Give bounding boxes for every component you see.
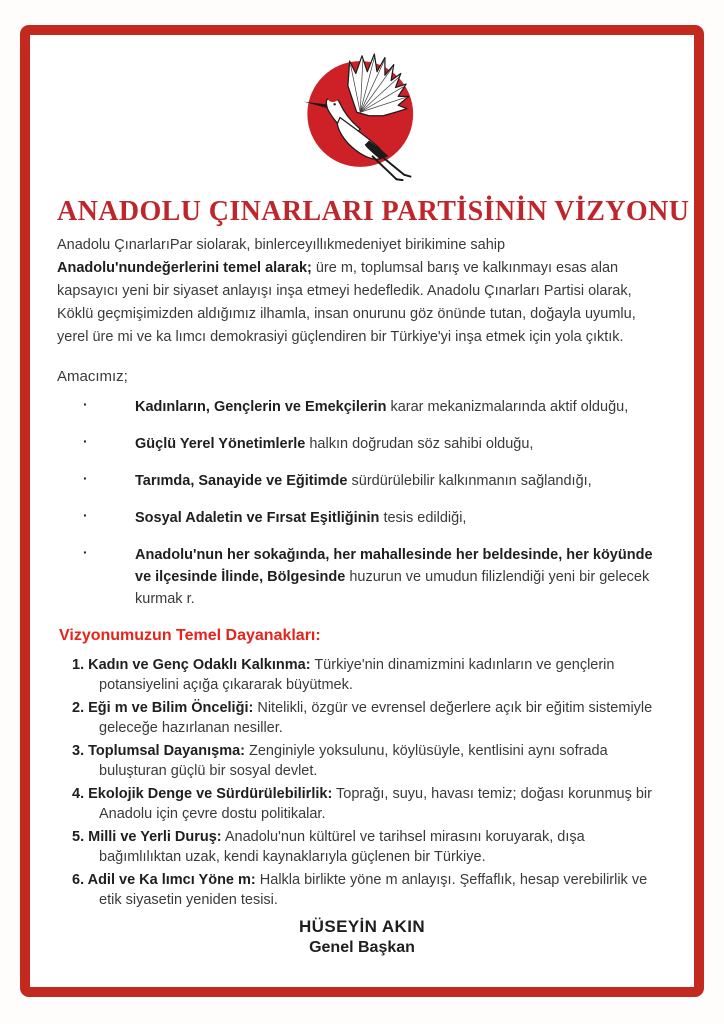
pillar-item-number: 6. [72, 872, 85, 888]
intro-paragraph [57, 234, 667, 349]
pillar-item-lead: Toplumsal Dayanışma: [88, 743, 245, 759]
pillar-item [72, 871, 667, 910]
page-title: ANADOLU ÇINARLARI PARTİSİNİN VİZYONU [57, 196, 690, 227]
purpose-item-lead: Kadınların, Gençlerin ve Emekçilerin [135, 399, 387, 415]
purpose-item [57, 544, 667, 610]
purpose-item-lead: Sosyal Adaletin ve Fırsat Eşitliğinin [135, 510, 380, 526]
purpose-item-lead: Tarımda, Sanayide ve Eğitimde [135, 473, 348, 489]
bullet-dot: · [83, 433, 88, 449]
crane-icon [287, 47, 437, 181]
pillar-item-text: Anadolu'nun kültürel ve tarihsel mirasını koruyarak, dışa bağımlılıktan uzak, kendi kaynaklarıyla güçlenen bir Türkiye. [99, 829, 585, 865]
party-logo [57, 47, 667, 186]
purpose-item-text: tesis edildiği, [379, 510, 467, 526]
intro-text-2: üre m, toplumsal barış ve kalkınmayı esas alan kapsayıcı yeni bir siyaset anlayışı inşa etmeyi hedefledik. Anadolu Çınarları Partisi olarak, Köklü geçmişimizden aldığımız ilhamla, insan onurunu göz önünde tutan, doğayla uyumlu, yerel üre mi ve ka lımcı demokrasiyi güçlendiren bir Türkiye'yi inşa etmek için yola çıktık. [57, 260, 636, 345]
pillar-item-number: 3. [72, 743, 85, 759]
pillar-item-text: Halkla birlikte yöne m anlayışı. Şeffaflık, hesap verebilirlik ve etik siyasetin yeniden tesisi. [99, 872, 648, 908]
pillars-list [72, 656, 667, 910]
signature-role: Genel Başkan [309, 939, 415, 956]
purpose-item [57, 396, 667, 418]
pillar-item [72, 699, 667, 738]
signature-name: HÜSEYİN AKIN [298, 917, 426, 936]
pillar-item [72, 785, 667, 824]
signature-block [57, 917, 667, 957]
pillar-item-lead: Eği m ve Bilim Önceliği: [88, 700, 254, 716]
pillar-item-text: Toprağı, suyu, havası temiz; doğası korunmuş bir Anadolu için çevre dostu politikalar. [99, 786, 652, 822]
purpose-item-lead: Anadolu'nun her sokağında, her mahallesinde her beldesinde, her köyünde ve ilçesinde İlinde, Bölgesinde [135, 547, 653, 585]
pillar-item [72, 656, 667, 695]
bullet-dot: · [83, 507, 88, 523]
pillar-item-text: Türkiye'nin dinamizmini kadınların ve gençlerin potansiyelini açığa çıkararak büyütmek. [99, 657, 615, 693]
purpose-item-lead: Güçlü Yerel Yönetimlerle [135, 436, 306, 452]
purpose-item-text: huzurun ve umudun filizlendiği yeni bir gelecek kurmak r. [135, 569, 650, 607]
frame-border [20, 25, 704, 997]
pillars-heading: Vizyonumuzun Temel Dayanakları: [59, 627, 321, 644]
pillar-item-number: 4. [72, 786, 85, 802]
bullet-dot: · [83, 544, 88, 560]
pillar-item-lead: Adil ve Ka lımcı Yöne m: [87, 872, 256, 888]
pillar-item-number: 2. [72, 700, 85, 716]
purpose-item-text: halkın doğrudan söz sahibi olduğu, [305, 436, 534, 452]
purpose-item [57, 433, 667, 455]
pillar-item-number: 1. [72, 657, 85, 673]
intro-text-bold: Anadolu'nundeğerlerini temel alarak; [57, 260, 312, 276]
pillar-item [72, 828, 667, 867]
purpose-list [57, 396, 667, 610]
pillar-item-lead: Milli ve Yerli Duruş: [88, 829, 222, 845]
intro-text-1: Anadolu ÇınarlarıPar siolarak, binlerceyıllıkmedeniyet birikimine sahip [57, 237, 506, 253]
purpose-item-text: sürdürülebilir kalkınmanın sağlandığı, [347, 473, 592, 489]
purpose-item [57, 507, 667, 529]
pillar-item [72, 742, 667, 781]
pillar-item-text: Zenginiyle yoksulunu, köylüsüyle, kentlisini aynı sofrada buluşturan güçlü bir sosyal devlet. [99, 743, 608, 779]
pillar-item-lead: Ekolojik Denge ve Sürdürülebilirlik: [88, 786, 333, 802]
document-content [30, 35, 694, 987]
purpose-item-text: karar mekanizmalarında aktif olduğu, [386, 399, 629, 415]
purpose-label: Amacımız; [57, 368, 128, 385]
pillar-item-lead: Kadın ve Genç Odaklı Kalkınma: [88, 657, 311, 673]
purpose-item [57, 470, 667, 492]
pillar-item-text: Nitelikli, özgür ve evrensel değerlere açık bir eğitim sistemiyle geleceğe hazırlanan nesiller. [99, 700, 653, 736]
bullet-dot: · [83, 396, 88, 412]
pillar-item-number: 5. [72, 829, 85, 845]
bullet-dot: · [83, 470, 88, 486]
